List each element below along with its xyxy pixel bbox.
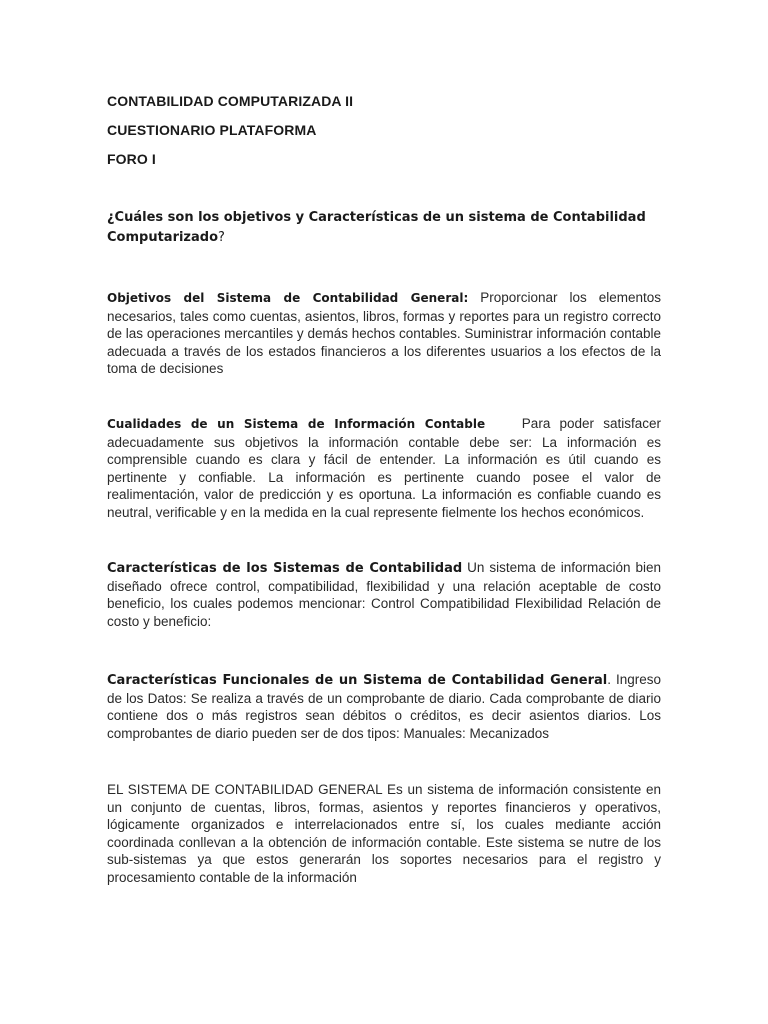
paragraph-objetivos	[107, 289, 665, 378]
paragraph-caracteristicas	[107, 559, 665, 630]
course-title: CONTABILIDAD COMPUTARIZADA II	[107, 93, 354, 109]
forum-label: FORO I	[107, 151, 156, 167]
paragraph-lead: Características Funcionales de un Sistema de Contabilidad General	[107, 673, 608, 688]
paragraph-sistema-general	[107, 781, 661, 887]
paragraph-body: Proporcionar los elementos necesarios, tales como cuentas, asientos, libros, formas y reportes para un registro correcto de las operaciones mercantiles y demás hechos contables. Suministrar información contable adecuada a través de los estados financieros a los diferentes usuarios a los efectos de la toma de decisiones	[107, 290, 665, 377]
paragraph-body: Un sistema de información bien diseñado ofrece control, compatibilidad, flexibilidad y una relación aceptable de costo beneficio, los cuales podemos mencionar: Control Compatibilidad Flexibilidad Relación de costo y beneficio:	[107, 560, 665, 629]
paragraph-funcionales	[107, 671, 665, 742]
paragraph-lead: Características de los Sistemas de Contabilidad	[107, 561, 463, 576]
question-mark: ?	[218, 230, 225, 245]
document-subtitle: CUESTIONARIO PLATAFORMA	[107, 122, 317, 138]
paragraph-lead: Cualidades de un Sistema de Información Contable	[107, 417, 486, 431]
paragraph-body: . Ingreso de los Datos: Se realiza a través de un comprobante de diario. Cada comprobante de diario contiene dos o más registros sean débitos o créditos, es decir asientos diarios. Los comprobantes de diario pueden ser de dos tipos: Manuales: Mecanizados	[107, 672, 665, 741]
paragraph-cualidades	[107, 415, 665, 522]
paragraph-body: EL SISTEMA DE CONTABILIDAD GENERAL Es un sistema de información consistente en un conjunto de cuentas, libros, formas, asientos y reportes financieros y operativos, lógicamente organizados e interrelacionados entre sí, los cuales mediante acción coordinada conllevan a la obtención de información contable. Este sistema se nutre de los sub-sistemas ya que estos generarán los soportes necesarios para el registro y procesamiento contable de la información	[107, 782, 661, 885]
paragraph-lead: Objetivos del Sistema de Contabilidad General:	[107, 291, 469, 305]
question-text: ¿Cuáles son los objetivos y Características de un sistema de Contabilidad Computarizado	[107, 210, 646, 245]
question-heading	[107, 208, 667, 248]
paragraph-body: Para poder satisfacer adecuadamente sus objetivos la información contable debe ser: La información es comprensible cuando es clara y fácil de entender. La información es útil cuando es pertinente y confiable. La información es pertinente cuando posee el valor de realimentación, valor de predicción y es oportuna. La información es confiable cuando es neutral, verificable y en la medida en la cual represente fielmente los hechos económicos.	[107, 416, 665, 520]
